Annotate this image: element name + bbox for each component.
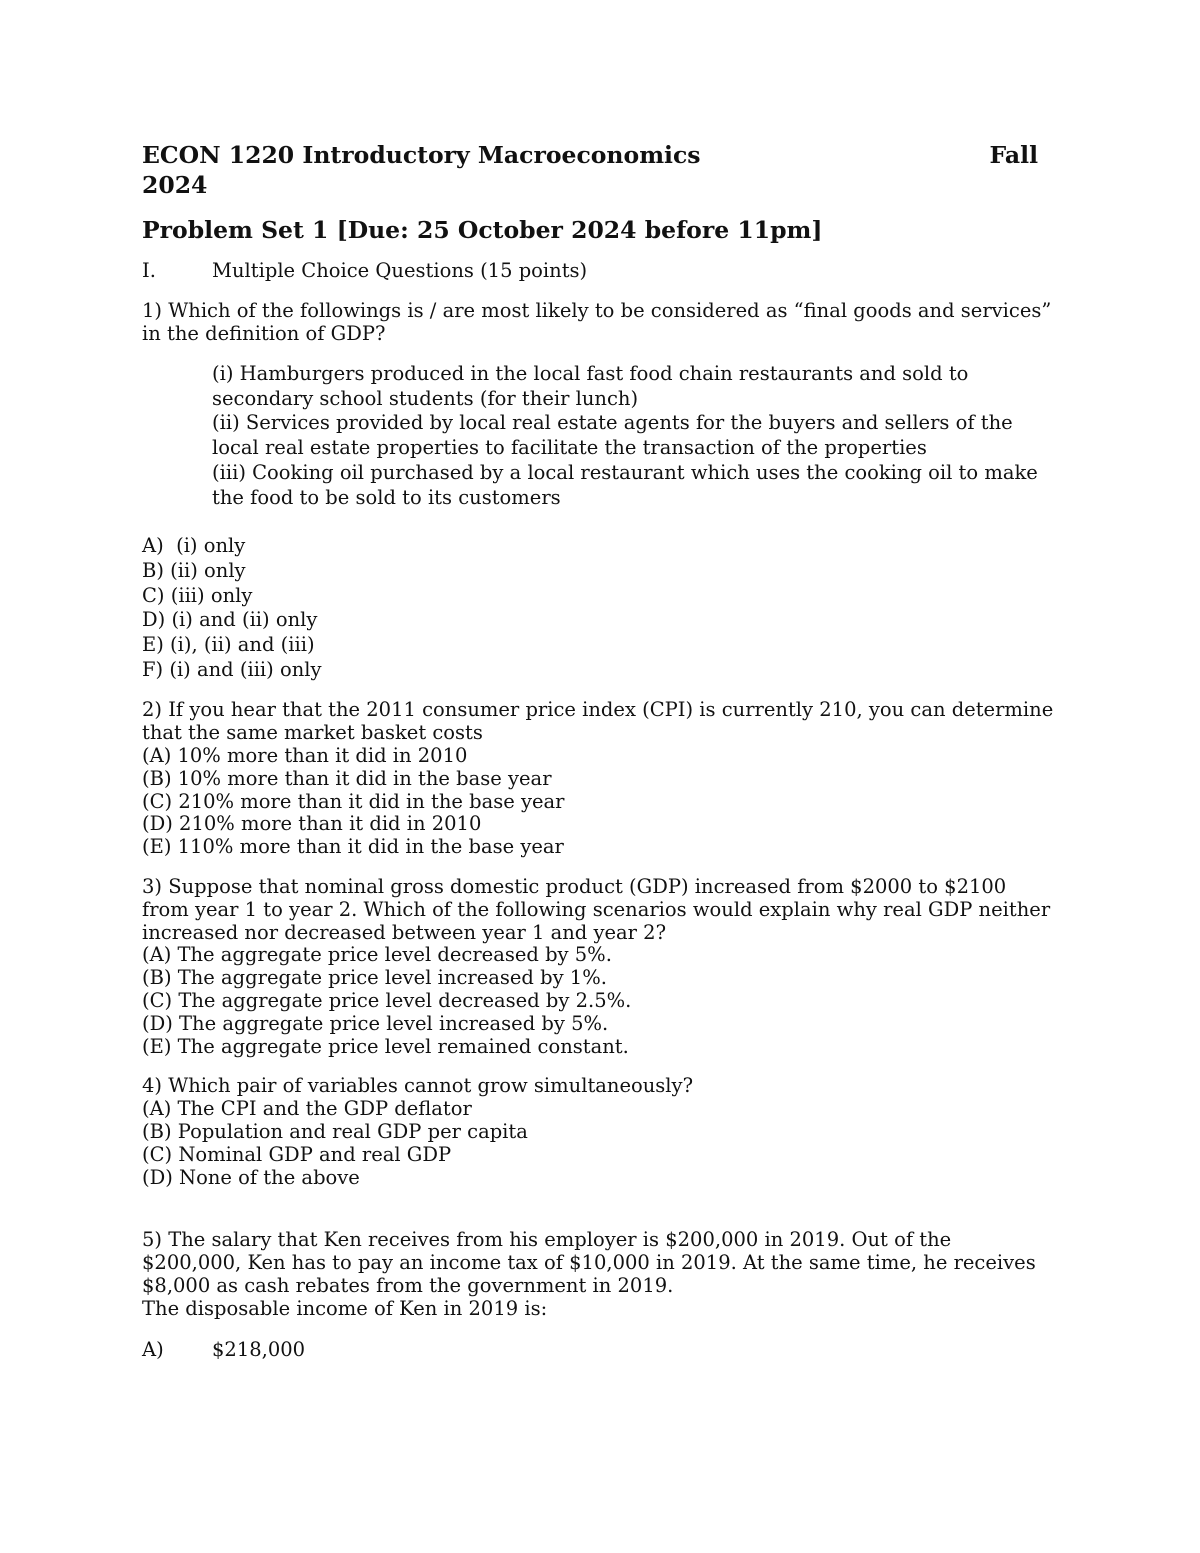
question-stem-line: 1) Which of the followings is / are most likely to be considered as “final goods and services”: [142, 299, 1052, 322]
answer-option: (E) The aggregate price level remained constant.: [142, 1034, 629, 1058]
answer-option: B) (ii) only: [142, 558, 246, 582]
question-stem-line: increased nor decreased between year 1 and year 2?: [142, 920, 667, 944]
answer-option: (E) 110% more than it did in the base year: [142, 835, 564, 859]
question-items: [142, 362, 1060, 510]
answer-option: (B) Population and real GDP per capita: [142, 1119, 528, 1143]
section-number: I.: [142, 259, 156, 282]
question-2: [142, 699, 1060, 859]
question-item-line: (i) Hamburgers produced in the local fast food chain restaurants and sold to: [212, 362, 969, 385]
course-title: ECON 1220 Introductory Macroeconomics: [142, 141, 701, 169]
answer-option: (D) 210% more than it did in 2010: [142, 812, 482, 836]
question-4: [142, 1075, 1060, 1189]
answer-option: D) (i) and (ii) only: [142, 608, 318, 632]
section-label: Multiple Choice Questions (15 points): [212, 259, 588, 282]
question-item-line: (iii) Cooking oil purchased by a local restaurant which uses the cooking oil to make: [212, 460, 1038, 484]
question-item-line: the food to be sold to its customers: [212, 485, 561, 509]
answer-option: (C) Nominal GDP and real GDP: [142, 1142, 452, 1166]
question-stem-line: from year 1 to year 2. Which of the following scenarios would explain why real GDP neither: [142, 897, 1051, 921]
question-3: [142, 876, 1060, 1058]
answer-option: C) (iii) only: [142, 583, 253, 607]
answer-option: (A) The CPI and the GDP deflator: [142, 1097, 472, 1121]
question-5: [142, 1229, 1060, 1361]
answer-options: [142, 534, 1060, 682]
question-stem-line: 4) Which pair of variables cannot grow simultaneously?: [142, 1074, 694, 1098]
answer-option: (A) 10% more than it did in 2010: [142, 744, 468, 768]
question-stem-line: that the same market basket costs: [142, 721, 483, 745]
answer-option: (B) 10% more than it did in the base year: [142, 766, 552, 790]
answer-option: (C) 210% more than it did in the base year: [142, 789, 565, 813]
problem-set-title: Problem Set 1 [Due: 25 October 2024 before 11pm]: [142, 216, 823, 244]
answer-option-value: $218,000: [212, 1337, 306, 1361]
answer-option: (A) The aggregate price level decreased by 5%.: [142, 943, 612, 967]
question-stem-line: in the definition of GDP?: [142, 322, 386, 345]
answer-option-label: A): [142, 1337, 164, 1361]
question-item-line: (ii) Services provided by local real estate agents for the buyers and sellers of the: [212, 411, 1013, 435]
answer-option: A) (i) only: [142, 534, 246, 558]
answer-option: (C) The aggregate price level decreased by 2.5%.: [142, 989, 632, 1012]
question-stem-line: The disposable income of Ken in 2019 is:: [142, 1296, 548, 1320]
section-heading: [142, 259, 1060, 282]
answer-option: [142, 1339, 1060, 1362]
document-page: [142, 140, 1060, 1361]
answer-option: F) (i) and (iii) only: [142, 657, 322, 681]
question-stem-line: 3) Suppose that nominal gross domestic product (GDP) increased from $2000 to $2100: [142, 875, 1007, 899]
question-stem-line: $200,000, Ken has to pay an income tax of $10,000 in 2019. At the same time, he receives: [142, 1251, 1036, 1275]
course-heading: [142, 140, 1060, 200]
question-stem-line: $8,000 as cash rebates from the government in 2019.: [142, 1273, 674, 1297]
question-item-line: secondary school students (for their lunch): [212, 386, 639, 410]
question-1: [142, 299, 1060, 682]
question-stem-line: 2) If you hear that the 2011 consumer price index (CPI) is currently 210, you can determine: [142, 698, 1054, 722]
answer-option: (D) The aggregate price level increased by 5%.: [142, 1011, 609, 1035]
answer-option: (B) The aggregate price level increased by 1%.: [142, 966, 607, 990]
question-stem-line: 5) The salary that Ken receives from his employer is $200,000 in 2019. Out of the: [142, 1228, 952, 1252]
answer-option: E) (i), (ii) and (iii): [142, 633, 315, 657]
term-year: 2024: [142, 171, 208, 199]
question-item-line: local real estate properties to facilitate the transaction of the properties: [212, 436, 927, 460]
answer-option: (D) None of the above: [142, 1165, 360, 1189]
term-season: Fall: [989, 141, 1038, 169]
